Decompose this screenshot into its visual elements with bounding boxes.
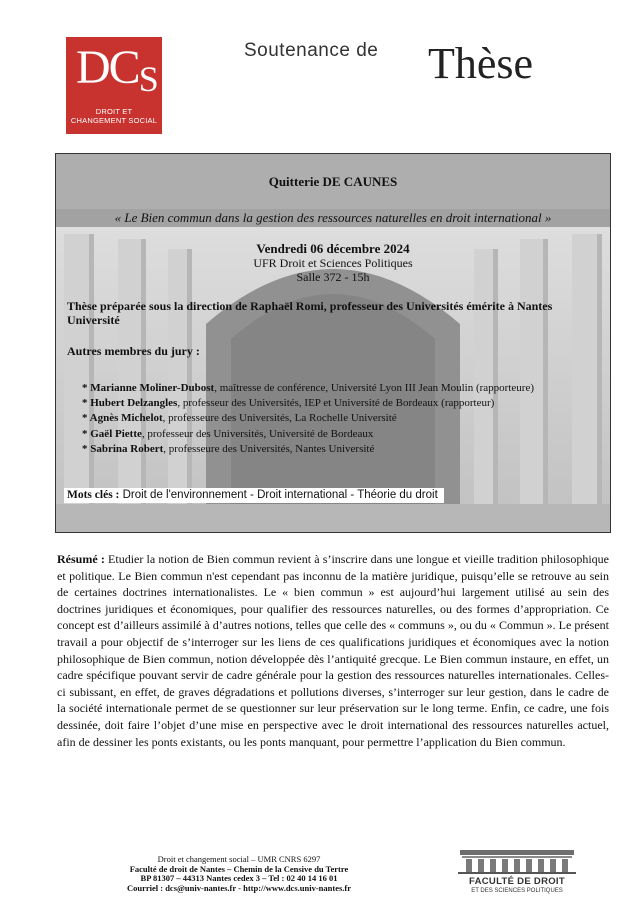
jury-member: * Gaël Piette, professeur des Universités, Université de Bordeaux <box>82 427 374 440</box>
dcs-logo <box>66 37 162 134</box>
candidate-name: Quitterie DE CAUNES <box>268 174 398 189</box>
defense-room: Salle 372 - 15h <box>296 270 370 284</box>
thesis-title: « Le Bien commun dans la gestion des ressources naturelles en droit international » <box>114 210 552 225</box>
faculty-building-icon <box>456 848 578 874</box>
lab-address: Droit et changement social – UMR CNRS 6297 Faculté de droit de Nantes – Chemin de la Censive du Tertre BP 81307 – 44313 Nantes cedex 3 – Tel : 02 40 14 16 01 Courriel : dcs@univ-nantes.fr - http://www.dcs.univ-nantes.fr <box>126 854 352 893</box>
faculty-logo: FACULTÉ DE DROIT ET DES SCIENCES POLITIQUES <box>452 848 582 900</box>
jury-heading: Autres membres du jury : <box>67 344 200 358</box>
abstract-label: Résumé : <box>57 552 105 566</box>
thesis-direction: Thèse préparée sous la direction de Raphaël Romi, professeur des Universités émérite à Nantes Université <box>67 299 553 327</box>
defense-date: Vendredi 06 décembre 2024 <box>256 241 410 256</box>
abstract <box>57 551 609 750</box>
jury-member: * Hubert Delzangles, professeur des Universités, IEP et Université de Bordeaux (rapporteur) <box>82 397 495 410</box>
dcs-monogram: DCS <box>76 41 157 99</box>
jury-list <box>82 381 534 457</box>
announcement-box <box>55 153 611 533</box>
defense-place: UFR Droit et Sciences Politiques <box>253 256 413 270</box>
jury-member: * Agnès Michelot, professeure des Universités, La Rochelle Université <box>82 412 397 425</box>
header-subtitle: Soutenance de <box>244 40 379 61</box>
jury-member: * Sabrina Robert, professeure des Universités, Nantes Université <box>82 442 375 455</box>
abstract-text: Etudier la notion de Bien commun revient à s’inscrire dans une longue et vieille tradition philosophique et politique. Le Bien commun n'est cependant pas inconnu de la matière juridique, puisqu’elle se retrouve au sein de certaines doctrines internationalistes. Le « bien commun » est aujourd’hui largement utilisé au sein des doctrines juridiques et économiques, pour qualifier des ressources naturelles, ou des formes d’appropriation. Ce concept est d’ailleurs assimilé à d’autres notions, telles que celle des « communs », ou du « Commun ». Le présent travail a pour objectif de s’interroger sur les liens de ces qualifications juridiques et économiques avec la notion philosophique de Bien commun, notion développée dès l’antiquité grecque. Le Bien commun instaure, en effet, un cadre spécifique pouvant servir de cadre générale pour la gestion des ressources naturelles internationales. Celles-ci subissant, en effet, de graves dégradations et pollutions diverses, s’interroger sur leur gestion, dans le cadre de la société internationale permet de se questionner sur leur préservation sur le long terme. Enfin, ce cadre, une fois dessinée, doit faire l’objet d’une mise en perspective avec le droit international des ressources naturelles actuel, afin de dessiner les ponts existants, ou les ponts manquant, pour permettre l’application du Bien commun. <box>57 552 609 749</box>
dcs-logo-text: DROIT ET CHANGEMENT SOCIAL <box>70 107 158 125</box>
keywords: Mots clés : Droit de l'environnement - Droit international - Théorie du droit <box>64 488 444 503</box>
jury-member: * Marianne Moliner-Dubost, maîtresse de conférence, Université Lyon III Jean Moulin (rapporteure) <box>82 382 534 394</box>
header-title: Thèse <box>428 39 534 88</box>
